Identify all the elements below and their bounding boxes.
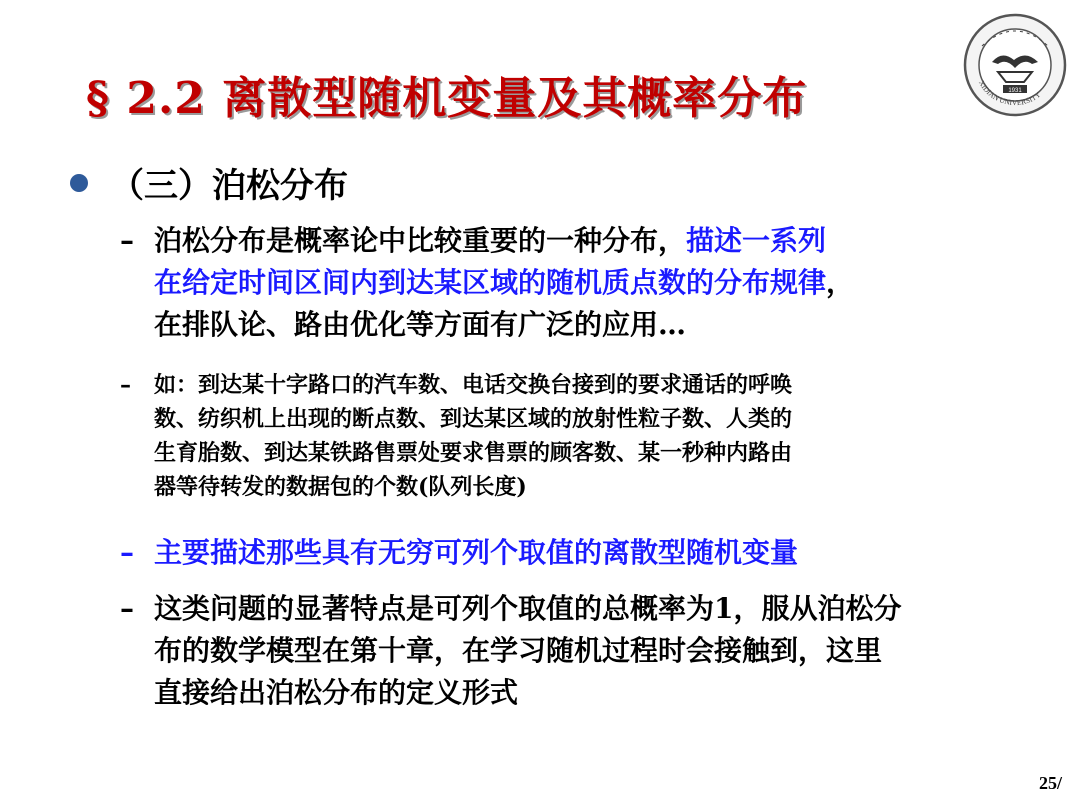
item1-line2-highlight: 在给定时间区间内到达某区域的随机质点数的分布规律 — [154, 266, 827, 299]
university-seal-icon — [962, 12, 1068, 118]
item1-line3: 在排队论、路由优化等方面有广泛的应用… — [154, 308, 687, 341]
item1-line1-highlight: 描述一系列 — [686, 224, 827, 257]
item3-line1: 主要描述那些具有无穷可列个取值的离散型随机变量 — [154, 536, 799, 569]
page-number: 25/ — [1038, 773, 1062, 793]
item4-line1: 这类问题的显著特点是可列个取值的总概率为1，服从泊松分 — [154, 592, 902, 625]
list-item-examples — [120, 368, 1040, 508]
item1-line2-comma: ， — [826, 266, 855, 299]
item2-line3: 生育胎数、到达某铁路售票处要求售票的顾客数、某一秒种内路由 — [154, 440, 793, 466]
item4-line2: 布的数学模型在第十章，在学习随机过程时会接触到，这里 — [154, 634, 883, 667]
dash-marker: – — [120, 224, 134, 257]
seal-text: XIDIAN UNIVERSITY — [976, 78, 1043, 108]
dash-marker: – — [120, 592, 134, 625]
list-item-summary — [120, 532, 1040, 576]
dash-marker: – — [120, 536, 134, 569]
slide-title: § 2.2 离散型随机变量及其概率分布 — [86, 73, 808, 124]
item4-line3: 直接给出泊松分布的定义形式 — [154, 676, 519, 709]
item2-line1: 如：到达某十字路口的汽车数、电话交换台接到的要求通话的呼唤 — [154, 372, 793, 398]
item1-line1-text: 泊松分布是概率论中比较重要的一种分布， — [154, 224, 687, 257]
item2-line4: 器等待转发的数据包的个数(队列长度) — [154, 474, 527, 500]
item2-line2: 数、纺织机上出现的断点数、到达某区域的放射性粒子数、人类的 — [154, 406, 793, 432]
list-item-definition — [120, 220, 1040, 350]
dash-marker: – — [120, 372, 131, 398]
bullet-dot-icon — [70, 174, 88, 192]
section-bullet — [70, 158, 348, 207]
seal-year: 1931 — [1008, 88, 1022, 94]
list-item-remark — [120, 588, 1040, 718]
section-heading: （三）泊松分布 — [110, 166, 348, 206]
